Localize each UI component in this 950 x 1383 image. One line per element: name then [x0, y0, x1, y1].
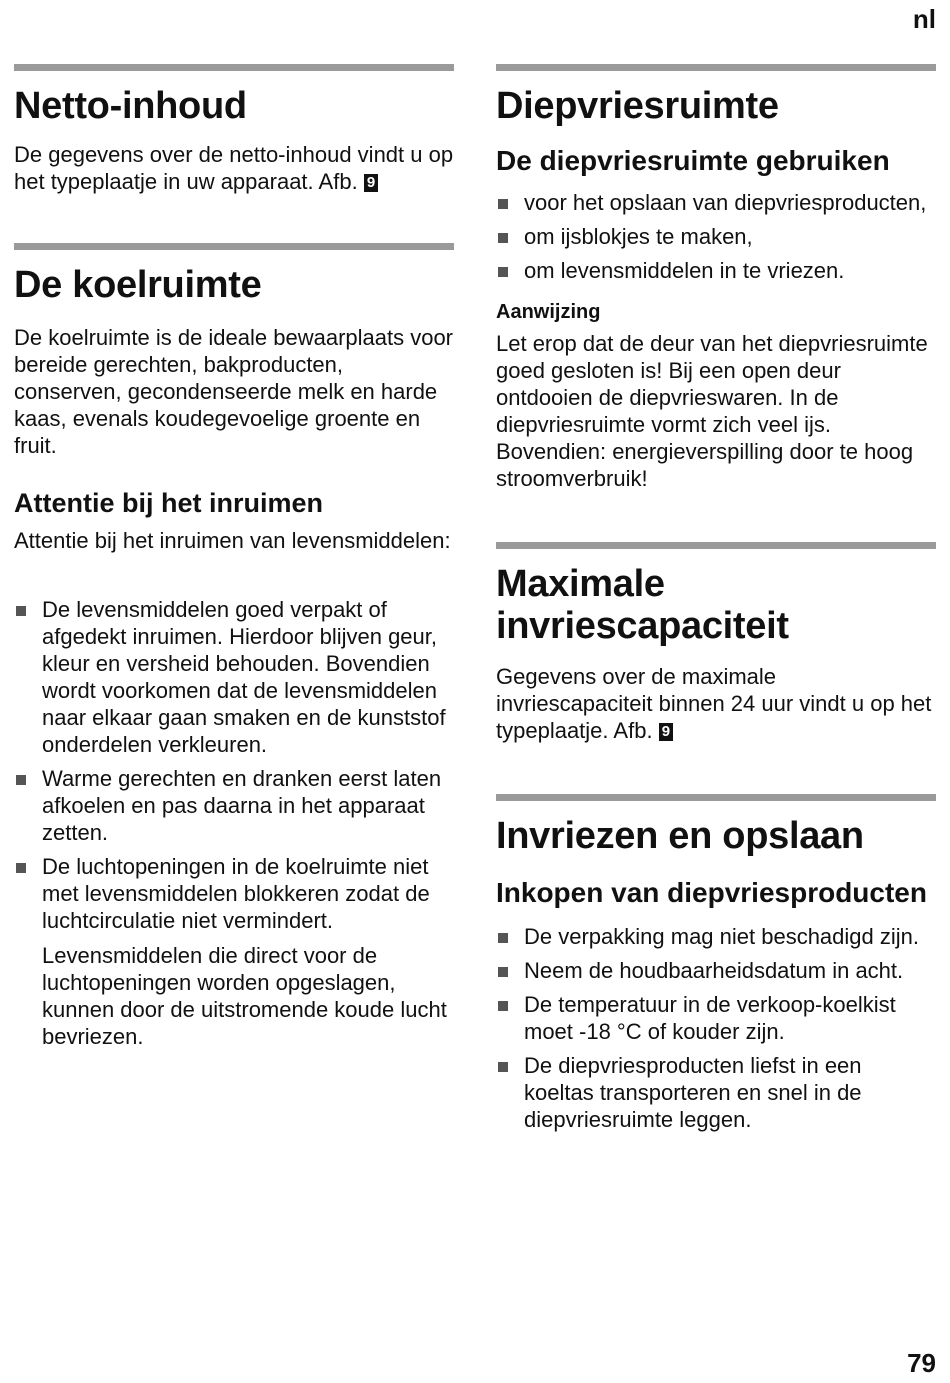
bullet-list — [496, 923, 936, 1133]
list-item-text: De levensmiddelen goed verpakt of afgedekt inruimen. Hierdoor blijven geur, kleur en versheid behouden. Bovendien wordt voorkomen dat de levensmiddelen naar elkaar gaan smaken en de kunststof onderdelen verkleuren. — [42, 597, 446, 757]
section-title: De koelruimte — [14, 264, 262, 306]
bullet-square-icon — [16, 863, 26, 873]
bullet-square-icon — [498, 267, 508, 277]
bullet-square-icon — [16, 606, 26, 616]
list-item — [496, 189, 936, 216]
list-item — [496, 1052, 936, 1133]
list-item — [496, 957, 936, 984]
section-invriezen-en-opslaan — [496, 794, 936, 1133]
section-text — [496, 663, 936, 744]
right-column — [496, 64, 936, 1133]
section-title: Maximale invriescapaciteit — [496, 563, 789, 647]
subsection-intro: Attentie bij het inruimen van levensmiddelen: — [14, 528, 451, 553]
list-item-text: om levensmiddelen in te vriezen. — [524, 258, 845, 283]
section-koelruimte — [14, 243, 454, 1050]
figure-reference: 9 — [659, 723, 673, 741]
bullet-list — [14, 596, 454, 934]
list-item-text: De diepvriesproducten liefst in een koeltas transporteren en snel in de diepvriesruimte leggen. — [524, 1053, 862, 1132]
note-text: Let erop dat de deur van het diepvriesruimte goed gesloten is! Bij een open deur ontdooien de diepvrieswaren. In de diepvriesruimte vormt zich veel ijs. Bovendien: energieverspilling door te hoog stroomverbruik! — [496, 331, 928, 491]
list-item — [14, 765, 454, 846]
section-divider — [496, 542, 936, 549]
bullet-square-icon — [16, 775, 26, 785]
bullet-square-icon — [498, 967, 508, 977]
bullet-square-icon — [498, 1062, 508, 1072]
figure-reference: 9 — [364, 174, 378, 192]
bullet-square-icon — [498, 199, 508, 209]
subsection-title: Inkopen van diepvriesproducten — [496, 877, 927, 908]
section-maximale-invriescapaciteit — [496, 542, 936, 744]
list-item — [14, 853, 454, 934]
section-title: Diepvriesruimte — [496, 85, 779, 127]
list-item-text: De verpakking mag niet beschadigd zijn. — [524, 924, 920, 949]
section-title: Invriezen en opslaan — [496, 815, 864, 857]
section-text: De koelruimte is de ideale bewaarplaats voor bereide gerechten, bakproducten, conserven, gecondenseerde melk en harde kaas, evenals koudegevoelige groente en fruit. — [14, 325, 454, 458]
section-text — [14, 141, 454, 195]
section-netto-inhoud — [14, 64, 454, 195]
section-diepvriesruimte — [496, 64, 936, 492]
section-title: Netto-inhoud — [14, 85, 247, 127]
bullet-list — [496, 189, 936, 284]
list-note: Levensmiddelen die direct voor de luchtopeningen worden opgeslagen, kunnen door de uitstromende koude lucht bevriezen. — [42, 943, 447, 1049]
list-item-text: De luchtopeningen in de koelruimte niet met levensmiddelen blokkeren zodat de luchtcirculatie niet vermindert. — [42, 854, 430, 933]
subsection-title: De diepvriesruimte gebruiken — [496, 145, 890, 176]
section-divider — [14, 243, 454, 250]
language-code: nl — [912, 4, 936, 34]
left-column — [14, 64, 454, 1050]
max-text: Gegevens over de maximale invriescapaciteit binnen 24 uur vindt u op het typeplaatje. Afb. — [496, 664, 932, 743]
bullet-square-icon — [498, 1001, 508, 1011]
list-item-text: Neem de houdbaarheidsdatum in acht. — [524, 958, 904, 983]
bullet-square-icon — [498, 933, 508, 943]
subsection-title: Attentie bij het inruimen — [14, 488, 324, 518]
list-item-text: voor het opslaan van diepvriesproducten, — [524, 190, 927, 215]
section-divider — [496, 794, 936, 801]
section-divider — [496, 64, 936, 71]
list-item — [496, 223, 936, 250]
note-title: Aanwijzing — [496, 301, 601, 323]
list-item-text: Warme gerechten en dranken eerst laten afkoelen en pas daarna in het apparaat zetten. — [42, 766, 442, 845]
list-item-text: De temperatuur in de verkoop-koelkist moet -18 °C of kouder zijn. — [524, 992, 896, 1044]
list-item-text: om ijsblokjes te maken, — [524, 224, 753, 249]
list-item — [496, 991, 936, 1045]
bullet-square-icon — [498, 233, 508, 243]
list-item — [14, 596, 454, 758]
section-divider — [14, 64, 454, 71]
netto-text: De gegevens over de netto-inhoud vindt u op het typeplaatje in uw apparaat. Afb. — [14, 142, 454, 194]
page-number: 79 — [907, 1348, 936, 1378]
list-item — [496, 257, 936, 284]
list-item — [496, 923, 936, 950]
